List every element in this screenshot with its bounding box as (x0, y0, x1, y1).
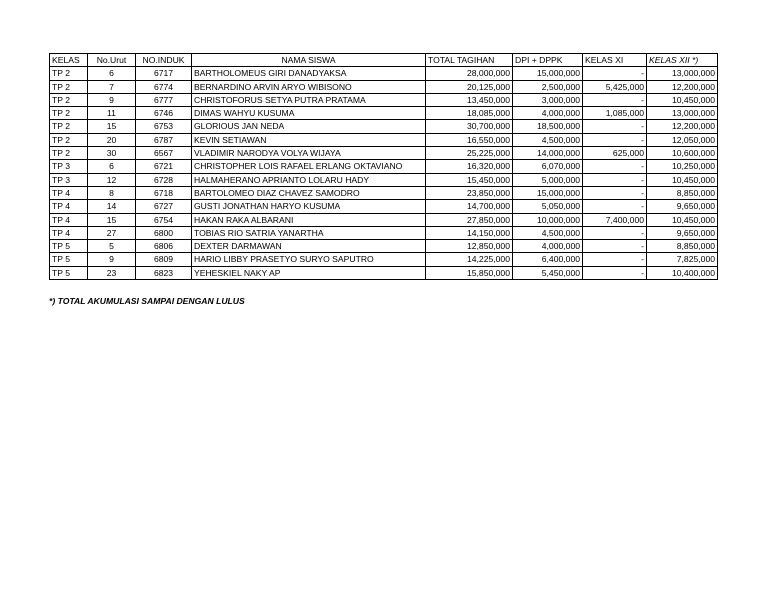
header-total-tagihan: TOTAL TAGIHAN (426, 54, 513, 67)
cell-kelas-xii: 10,600,000 (647, 147, 718, 160)
cell-no-induk: 6754 (136, 213, 192, 226)
cell-kelas-xi: - (583, 67, 647, 80)
header-dpi-dppk: DPI + DPPK (513, 54, 583, 67)
cell-kelas-xi: - (583, 200, 647, 213)
cell-dpi-dppk: 15,000,000 (513, 67, 583, 80)
cell-kelas-xii: 12,200,000 (647, 120, 718, 133)
cell-kelas-xi: - (583, 160, 647, 173)
table-row (50, 160, 718, 173)
cell-no-induk: 6717 (136, 67, 192, 80)
cell-no-induk: 6806 (136, 240, 192, 253)
cell-kelas-xii: 8,850,000 (647, 186, 718, 199)
cell-kelas: TP 2 (50, 67, 88, 80)
cell-kelas: TP 5 (50, 253, 88, 266)
cell-kelas-xi: 1,085,000 (583, 107, 647, 120)
table-row (50, 186, 718, 199)
header-row (50, 54, 718, 67)
table-row (50, 253, 718, 266)
header-kelas: KELAS (50, 54, 88, 67)
cell-dpi-dppk: 4,500,000 (513, 226, 583, 239)
table-row (50, 80, 718, 93)
cell-kelas-xi: - (583, 240, 647, 253)
table-row (50, 266, 718, 279)
cell-dpi-dppk: 4,000,000 (513, 240, 583, 253)
cell-kelas: TP 2 (50, 120, 88, 133)
cell-kelas: TP 3 (50, 160, 88, 173)
cell-no-induk: 6567 (136, 147, 192, 160)
table-row (50, 133, 718, 146)
cell-nama-siswa: BARTOLOMEO DIAZ CHAVEZ SAMODRO (192, 186, 426, 199)
cell-kelas: TP 2 (50, 93, 88, 106)
cell-no-induk: 6777 (136, 93, 192, 106)
cell-nama-siswa: KEVIN SETIAWAN (192, 133, 426, 146)
cell-kelas-xi: - (583, 133, 647, 146)
table-row (50, 226, 718, 239)
cell-total-tagihan: 15,450,000 (426, 173, 513, 186)
cell-kelas: TP 4 (50, 200, 88, 213)
table-row (50, 213, 718, 226)
cell-no-urut: 30 (88, 147, 136, 160)
cell-total-tagihan: 27,850,000 (426, 213, 513, 226)
cell-nama-siswa: BERNARDINO ARVIN ARYO WIBISONO (192, 80, 426, 93)
cell-kelas-xi: - (583, 186, 647, 199)
cell-kelas-xii: 13,000,000 (647, 67, 718, 80)
table-row (50, 147, 718, 160)
cell-nama-siswa: HARIO LIBBY PRASETYO SURYO SAPUTRO (192, 253, 426, 266)
cell-kelas-xii: 12,050,000 (647, 133, 718, 146)
cell-total-tagihan: 14,700,000 (426, 200, 513, 213)
cell-no-urut: 6 (88, 67, 136, 80)
cell-nama-siswa: DEXTER DARMAWAN (192, 240, 426, 253)
cell-total-tagihan: 20,125,000 (426, 80, 513, 93)
cell-dpi-dppk: 5,050,000 (513, 200, 583, 213)
cell-kelas: TP 2 (50, 107, 88, 120)
cell-kelas: TP 4 (50, 213, 88, 226)
cell-kelas-xii: 10,450,000 (647, 93, 718, 106)
cell-kelas: TP 3 (50, 173, 88, 186)
header-nama-siswa: NAMA SISWA (192, 54, 426, 67)
cell-nama-siswa: GLORIOUS JAN NEDA (192, 120, 426, 133)
cell-kelas-xii: 13,000,000 (647, 107, 718, 120)
table-row (50, 107, 718, 120)
cell-total-tagihan: 18,085,000 (426, 107, 513, 120)
cell-dpi-dppk: 4,500,000 (513, 133, 583, 146)
cell-no-urut: 12 (88, 173, 136, 186)
cell-dpi-dppk: 3,000,000 (513, 93, 583, 106)
cell-kelas-xii: 10,450,000 (647, 213, 718, 226)
cell-kelas-xii: 10,450,000 (647, 173, 718, 186)
cell-no-induk: 6753 (136, 120, 192, 133)
cell-kelas: TP 2 (50, 133, 88, 146)
cell-dpi-dppk: 15,000,000 (513, 186, 583, 199)
cell-kelas-xi: 7,400,000 (583, 213, 647, 226)
cell-no-induk: 6774 (136, 80, 192, 93)
cell-kelas-xi: - (583, 173, 647, 186)
table-row (50, 173, 718, 186)
cell-no-induk: 6809 (136, 253, 192, 266)
cell-no-induk: 6800 (136, 226, 192, 239)
cell-no-induk: 6823 (136, 266, 192, 279)
cell-no-urut: 20 (88, 133, 136, 146)
cell-kelas-xi: - (583, 93, 647, 106)
table-row (50, 200, 718, 213)
cell-dpi-dppk: 5,450,000 (513, 266, 583, 279)
footnote: *) TOTAL AKUMULASI SAMPAI DENGAN LULUS (49, 296, 245, 306)
cell-kelas: TP 5 (50, 240, 88, 253)
cell-kelas-xii: 12,200,000 (647, 80, 718, 93)
cell-no-induk: 6721 (136, 160, 192, 173)
header-kelas-xii: KELAS XII *) (647, 54, 718, 67)
cell-no-induk: 6728 (136, 173, 192, 186)
cell-kelas-xii: 9,650,000 (647, 200, 718, 213)
header-no-induk: NO.INDUK (136, 54, 192, 67)
cell-no-urut: 11 (88, 107, 136, 120)
cell-kelas-xi: - (583, 266, 647, 279)
cell-kelas-xii: 7,825,000 (647, 253, 718, 266)
cell-kelas-xi: 5,425,000 (583, 80, 647, 93)
cell-nama-siswa: CHRISTOPHER LOIS RAFAEL ERLANG OKTAVIANO (192, 160, 426, 173)
table-row (50, 93, 718, 106)
cell-kelas: TP 4 (50, 226, 88, 239)
cell-dpi-dppk: 6,070,000 (513, 160, 583, 173)
cell-nama-siswa: GUSTI JONATHAN HARYO KUSUMA (192, 200, 426, 213)
cell-no-induk: 6718 (136, 186, 192, 199)
cell-dpi-dppk: 14,000,000 (513, 147, 583, 160)
cell-no-urut: 7 (88, 80, 136, 93)
cell-no-induk: 6727 (136, 200, 192, 213)
cell-total-tagihan: 12,850,000 (426, 240, 513, 253)
cell-total-tagihan: 28,000,000 (426, 67, 513, 80)
cell-nama-siswa: CHRISTOFORUS SETYA PUTRA PRATAMA (192, 93, 426, 106)
cell-total-tagihan: 16,550,000 (426, 133, 513, 146)
cell-nama-siswa: VLADIMIR NARODYA VOLYA WIJAYA (192, 147, 426, 160)
cell-kelas-xi: - (583, 226, 647, 239)
cell-total-tagihan: 15,850,000 (426, 266, 513, 279)
student-billing-table (49, 53, 718, 280)
cell-no-urut: 15 (88, 213, 136, 226)
table-row (50, 240, 718, 253)
cell-nama-siswa: HAKAN RAKA ALBARANI (192, 213, 426, 226)
cell-total-tagihan: 23,850,000 (426, 186, 513, 199)
header-kelas-xi: KELAS XI (583, 54, 647, 67)
cell-no-urut: 23 (88, 266, 136, 279)
cell-kelas: TP 4 (50, 186, 88, 199)
cell-kelas-xii: 8,850,000 (647, 240, 718, 253)
cell-no-urut: 8 (88, 186, 136, 199)
cell-dpi-dppk: 2,500,000 (513, 80, 583, 93)
cell-nama-siswa: HALMAHERANO APRIANTO LOLARU HADY (192, 173, 426, 186)
cell-dpi-dppk: 4,000,000 (513, 107, 583, 120)
cell-no-urut: 27 (88, 226, 136, 239)
cell-nama-siswa: BARTHOLOMEUS GIRI DANADYAKSA (192, 67, 426, 80)
cell-no-urut: 9 (88, 93, 136, 106)
cell-kelas: TP 2 (50, 80, 88, 93)
cell-kelas: TP 5 (50, 266, 88, 279)
header-no-urut: No.Urut (88, 54, 136, 67)
cell-total-tagihan: 16,320,000 (426, 160, 513, 173)
cell-no-urut: 5 (88, 240, 136, 253)
cell-total-tagihan: 14,225,000 (426, 253, 513, 266)
cell-total-tagihan: 25,225,000 (426, 147, 513, 160)
table-row (50, 120, 718, 133)
cell-kelas-xii: 10,250,000 (647, 160, 718, 173)
cell-total-tagihan: 14,150,000 (426, 226, 513, 239)
cell-dpi-dppk: 6,400,000 (513, 253, 583, 266)
cell-no-urut: 6 (88, 160, 136, 173)
cell-kelas-xi: 625,000 (583, 147, 647, 160)
cell-kelas-xii: 9,650,000 (647, 226, 718, 239)
cell-no-induk: 6787 (136, 133, 192, 146)
cell-kelas-xi: - (583, 253, 647, 266)
cell-no-urut: 9 (88, 253, 136, 266)
cell-nama-siswa: TOBIAS RIO SATRIA YANARTHA (192, 226, 426, 239)
cell-kelas-xii: 10,400,000 (647, 266, 718, 279)
cell-kelas-xi: - (583, 120, 647, 133)
cell-dpi-dppk: 10,000,000 (513, 213, 583, 226)
cell-nama-siswa: DIMAS WAHYU KUSUMA (192, 107, 426, 120)
cell-no-urut: 14 (88, 200, 136, 213)
cell-total-tagihan: 30,700,000 (426, 120, 513, 133)
cell-kelas: TP 2 (50, 147, 88, 160)
cell-dpi-dppk: 5,000,000 (513, 173, 583, 186)
cell-nama-siswa: YEHESKIEL NAKY AP (192, 266, 426, 279)
cell-dpi-dppk: 18,500,000 (513, 120, 583, 133)
cell-no-urut: 15 (88, 120, 136, 133)
table-row (50, 67, 718, 80)
cell-no-induk: 6746 (136, 107, 192, 120)
cell-total-tagihan: 13,450,000 (426, 93, 513, 106)
